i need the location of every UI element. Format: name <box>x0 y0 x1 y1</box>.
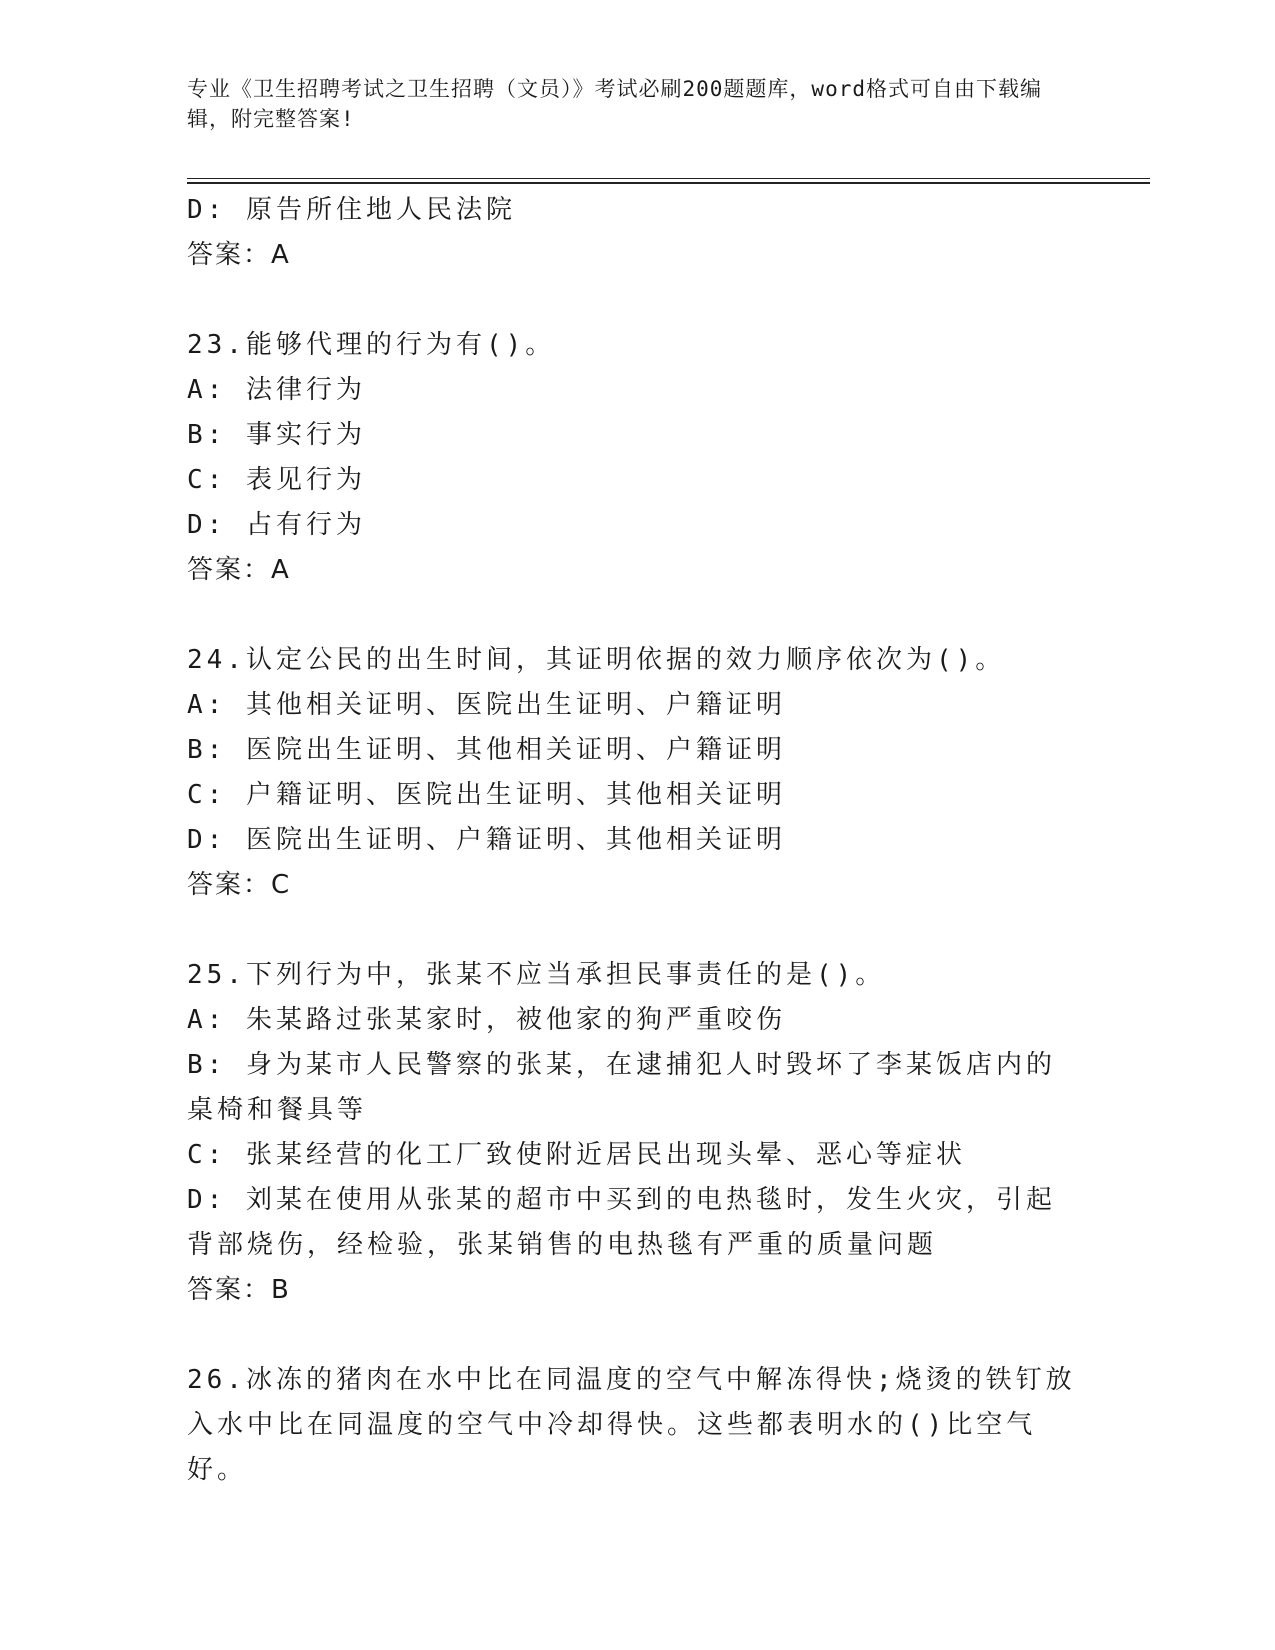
option-b: B: 事实行为 <box>187 420 366 450</box>
option-c: C: 张某经营的化工厂致使附近居民出现头晕、恶心等症状 <box>187 1140 966 1170</box>
question-23 <box>187 323 1087 593</box>
question-list <box>187 188 1087 1493</box>
question-26 <box>187 1358 1087 1493</box>
question-24 <box>187 638 1087 908</box>
option-d: D: 刘某在使用从张某的超市中买到的电热毯时，发生火灾，引起背部烧伤，经检验，张某销售的电热毯有严重的质量问题 <box>187 1185 1056 1260</box>
question-stem: 26.冰冻的猪肉在水中比在同温度的空气中解冻得快;烧烫的铁钉放入水中比在同温度的空气中冷却得快。这些都表明水的()比空气好。 <box>187 1365 1076 1485</box>
option-b: B: 医院出生证明、其他相关证明、户籍证明 <box>187 735 786 765</box>
answer: 答案：A <box>187 555 291 585</box>
option-a: A: 法律行为 <box>187 375 366 405</box>
question-25 <box>187 953 1087 1313</box>
spacer <box>187 593 1087 638</box>
option-a: A: 其他相关证明、医院出生证明、户籍证明 <box>187 690 786 720</box>
question-22-tail <box>187 188 1087 278</box>
question-stem: 24.认定公民的出生时间，其证明依据的效力顺序依次为()。 <box>187 645 1006 675</box>
header-rule-thick <box>187 182 1150 184</box>
answer: 答案：C <box>187 870 292 900</box>
spacer <box>187 908 1087 953</box>
question-stem: 25.下列行为中，张某不应当承担民事责任的是()。 <box>187 960 886 990</box>
spacer <box>187 1313 1087 1358</box>
option-d: D: 原告所住地人民法院 <box>187 195 516 225</box>
option-c: C: 户籍证明、医院出生证明、其他相关证明 <box>187 780 786 810</box>
option-a: A: 朱某路过张某家时，被他家的狗严重咬伤 <box>187 1005 786 1035</box>
document-header: 专业《卫生招聘考试之卫生招聘（文员）》考试必刷200题题库，word格式可自由下载编辑，附完整答案! <box>187 77 1042 131</box>
answer: 答案：B <box>187 1275 291 1305</box>
option-b: B: 身为某市人民警察的张某，在逮捕犯人时毁坏了李某饭店内的桌椅和餐具等 <box>187 1050 1056 1125</box>
option-d: D: 医院出生证明、户籍证明、其他相关证明 <box>187 825 786 855</box>
option-c: C: 表见行为 <box>187 465 366 495</box>
question-stem: 23.能够代理的行为有()。 <box>187 330 556 360</box>
option-d: D: 占有行为 <box>187 510 366 540</box>
answer: 答案：A <box>187 240 291 270</box>
header-rule-thin <box>187 178 1150 179</box>
spacer <box>187 278 1087 323</box>
